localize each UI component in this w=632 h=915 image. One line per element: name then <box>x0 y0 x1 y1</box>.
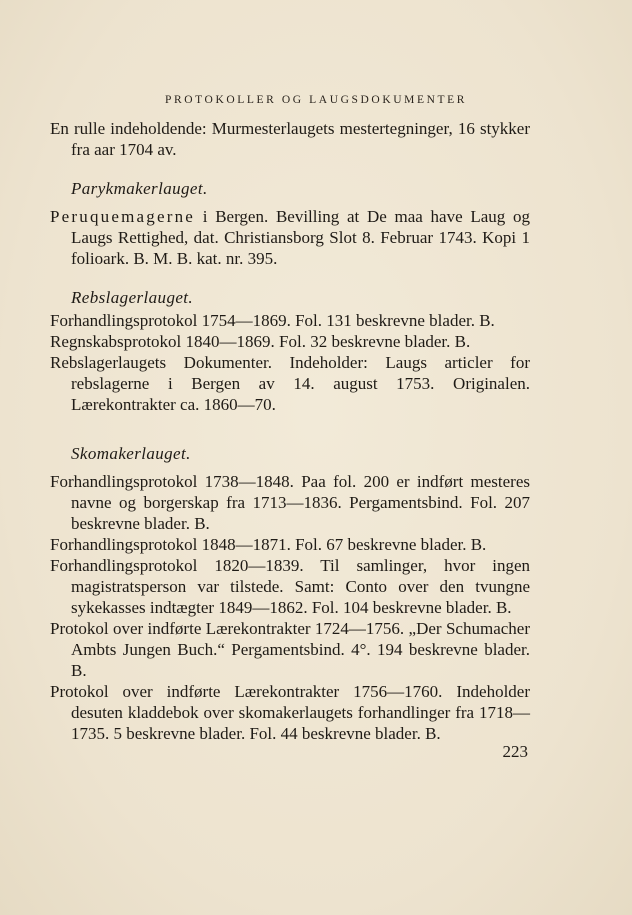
section-heading-rebslagerlauget: Rebslagerlauget. <box>71 288 194 307</box>
page-body <box>50 118 530 744</box>
entry-skomakerlauget-4: Protokol over indførte Lærekontrakter 1724—1756. „Der Schumacher Ambts Jungen Buch.“ Pergamentsbind. 4°. 194 beskrevne blader. B. <box>50 619 530 680</box>
entry-text: i Bergen. Bevilling at De maa have Laug og Laugs Rettighed, dat. Christiansborg Slot 8. Februar 1743. Kopi 1 folioark. B. M. B. kat. nr. 395. <box>71 207 530 268</box>
entry-skomakerlauget-1: Forhandlingsprotokol 1738—1848. Paa fol. 200 er indført mesteres navne og borgerskap fra 1713—1836. Pergamentsbind. Fol. 207 beskrevne blader. B. <box>50 472 530 533</box>
section-heading-parykmakerlauget: Parykmakerlauget. <box>71 179 208 198</box>
page-number: 223 <box>502 742 528 761</box>
continuation-entry: En rulle indeholdende: Murmesterlaugets mestertegninger, 16 stykker fra aar 1704 av. <box>50 119 530 159</box>
entry-rebslagerlauget-1: Forhandlingsprotokol 1754—1869. Fol. 131 beskrevne blader. B. <box>50 311 495 330</box>
section-heading-skomakerlauget: Skomakerlauget. <box>71 444 191 463</box>
entry-rebslagerlauget-2: Regnskabsprotokol 1840—1869. Fol. 32 beskrevne blader. B. <box>50 332 471 351</box>
entry-rebslagerlauget-3: Rebslagerlaugets Dokumenter. Indeholder: Laugs articler for rebslagerne i Bergen av 14. august 1753. Originalen. Lærekontrakter ca. 1860—70. <box>50 353 530 414</box>
entry-skomakerlauget-3: Forhandlingsprotokol 1820—1839. Til samlinger, hvor ingen magistratsperson var tilstede. Samt: Conto over den tvungne sykekasses indtægter 1849—1862. Fol. 104 beskrevne blader. B. <box>50 556 530 617</box>
entry-skomakerlauget-2: Forhandlingsprotokol 1848—1871. Fol. 67 beskrevne blader. B. <box>50 535 487 554</box>
entry-skomakerlauget-5: Protokol over indførte Lærekontrakter 1756—1760. Indeholder desuten kladdebok over skomakerlaugets forhandlinger fra 1718—1735. 5 beskrevne blader. Fol. 44 beskrevne blader. B. <box>50 682 530 743</box>
entry-parykmakerlauget-1 <box>50 206 530 269</box>
running-head: PROTOKOLLER OG LAUGSDOKUMENTER <box>164 94 468 106</box>
spaced-lead-word: Peruquemagerne <box>50 207 196 226</box>
